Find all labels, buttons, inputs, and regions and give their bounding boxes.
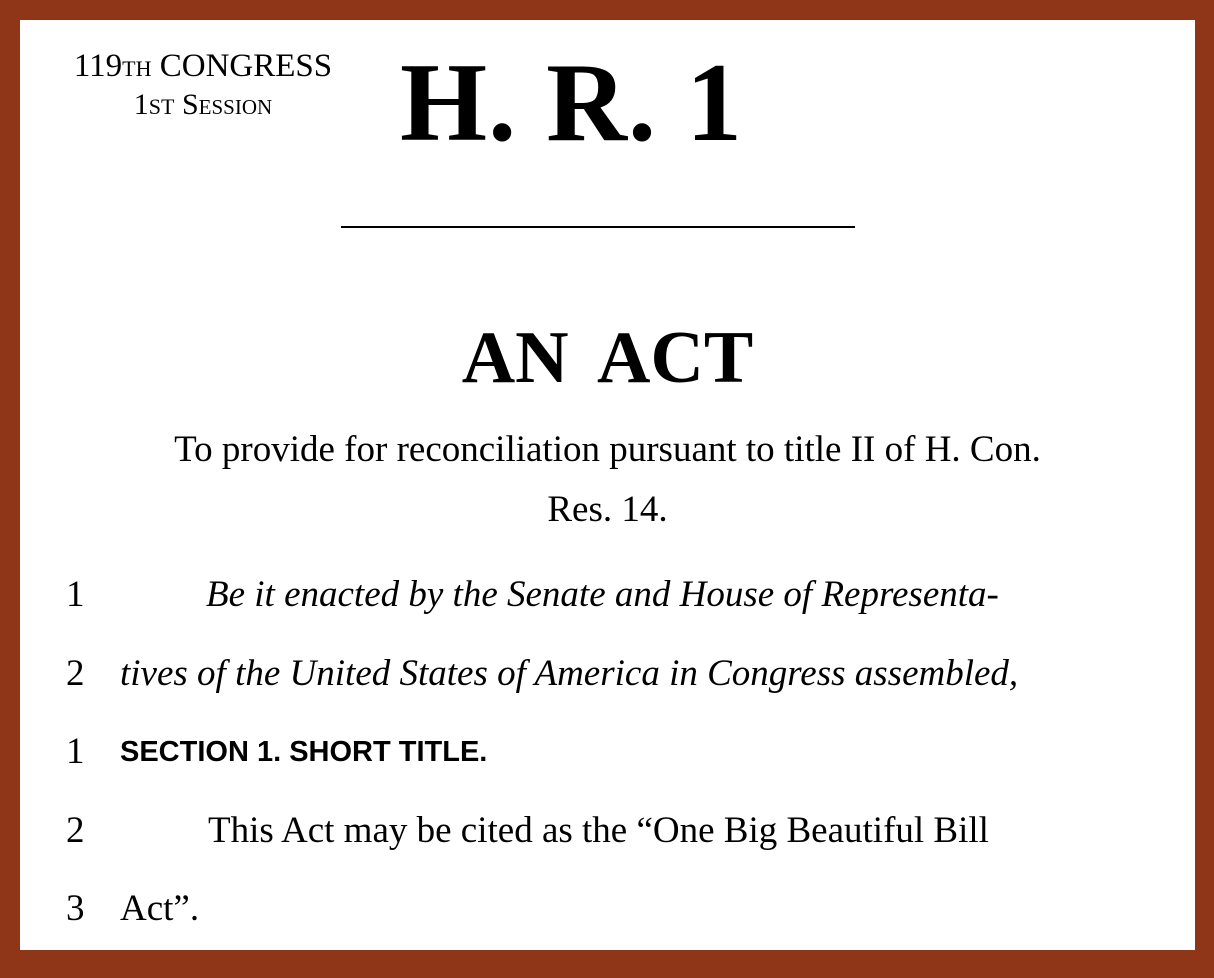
congress-number: 119	[73, 48, 123, 84]
line-number: 2	[66, 810, 85, 851]
bill-number: H. R. 1	[400, 41, 743, 165]
enacting-clause-line-1: Be it enacted by the Senate and House of Representa-	[206, 574, 999, 615]
congress-session-label	[48, 48, 358, 125]
session-line	[48, 87, 358, 125]
purpose-line-1: To provide for reconciliation pursuant to title II of H. Con.	[174, 429, 1041, 470]
congress-line	[48, 48, 358, 87]
session-number: 1	[133, 88, 149, 121]
line-number: 3	[66, 888, 85, 929]
act-heading: AN ACT	[461, 317, 754, 399]
congress-word: CONGRESS	[159, 48, 333, 84]
section-heading: SECTION 1. SHORT TITLE.	[120, 736, 488, 768]
purpose-line-2: Res. 14.	[547, 489, 668, 530]
short-title-line-2: Act”.	[120, 888, 200, 929]
session-suffix: ST	[148, 94, 175, 119]
act-purpose	[60, 420, 1155, 540]
line-number: 1	[66, 574, 85, 615]
header-divider	[341, 226, 855, 228]
session-word: Session	[181, 88, 273, 121]
line-number: 1	[66, 731, 85, 772]
bill-page	[20, 20, 1195, 950]
line-number: 2	[66, 653, 85, 694]
congress-suffix: TH	[122, 56, 152, 81]
enacting-clause-line-2: tives of the United States of America in Congress assembled,	[120, 653, 1019, 694]
short-title-line-1: This Act may be cited as the “One Big Beautiful Bill	[208, 810, 989, 851]
